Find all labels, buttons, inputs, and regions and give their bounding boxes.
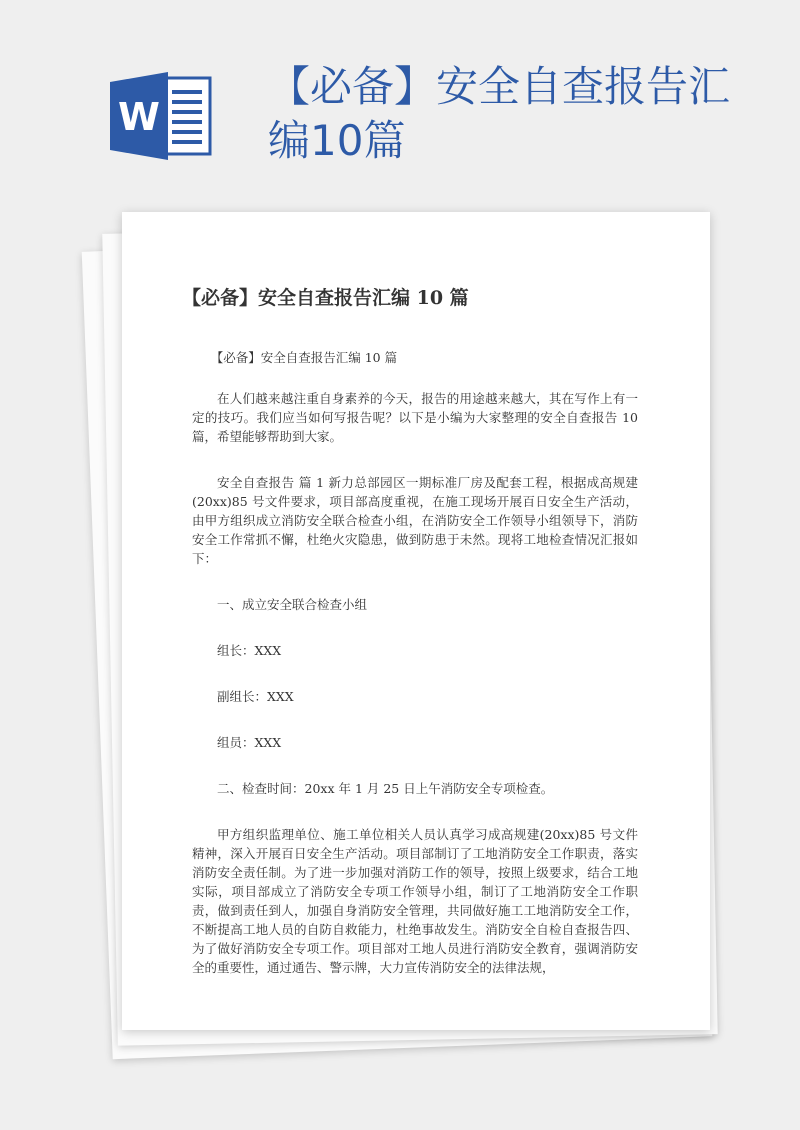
paragraph-body: 甲方组织监理单位、施工单位相关人员认真学习成高规建(20xx)85 号文件精神，深入开展百日安全生产活动。项目部制订了工地消防安全工作职责，落实消防安全责任制。为了进一步加强对消防工作的领导，按照上级要求，结合工地实际，项目部成立了消防安全专项工作领导小组，制订了工地消防安全工作职责，做到责任到人，加强自身消防安全管理，共同做好施工工地消防安全工作，不断提高工地人员的自防自救能力，杜绝事故发生。消防安全自检自查报告四、为了做好消防安全专项工作。项目部对工地人员进行消防安全教育，强调消防安全的重要性，通过通告、警示牌，大力宣传消防安全的法律法规， [192,827,638,975]
list-item: 组长：XXX [217,643,282,658]
word-icon [110,72,214,160]
page-title: 【必备】安全自查报告汇编10篇 [268,62,731,165]
list-item: 副组长：XXX [217,689,294,704]
heading-section-2: 二、检查时间：20xx 年 1 月 25 日上午消防安全专项检查。 [217,781,554,796]
document-subtitle: 【必备】安全自查报告汇编 10 篇 [210,350,398,365]
paragraph-intro: 在人们越来越注重自身素养的今天，报告的用途越来越大，其在写作上有一定的技巧。我们应当如何写报告呢？以下是小编为大家整理的安全自查报告 10 篇，希望能够帮助到大家。 [192,391,638,444]
heading-section-1: 一、成立安全联合检查小组 [217,597,368,612]
document-page [122,212,710,1030]
document-title: 【必备】安全自查报告汇编 10 篇 [182,287,469,309]
list-item: 组员：XXX [217,735,282,750]
document-body [192,348,638,977]
svg-text:W: W [118,95,160,139]
paragraph-report-1: 安全自查报告 篇 1 新力总部园区一期标准厂房及配套工程，根据成高规建(20xx)85 号文件要求，项目部高度重视，在施工现场开展百日安全生产活动，由甲方组织成立消防安全联合检查小组，在消防安全工作领导小组领导下，消防安全工作常抓不懈，杜绝火灾隐患，做到防患于未然。现将工地检查情况汇报如下： [192,475,638,566]
